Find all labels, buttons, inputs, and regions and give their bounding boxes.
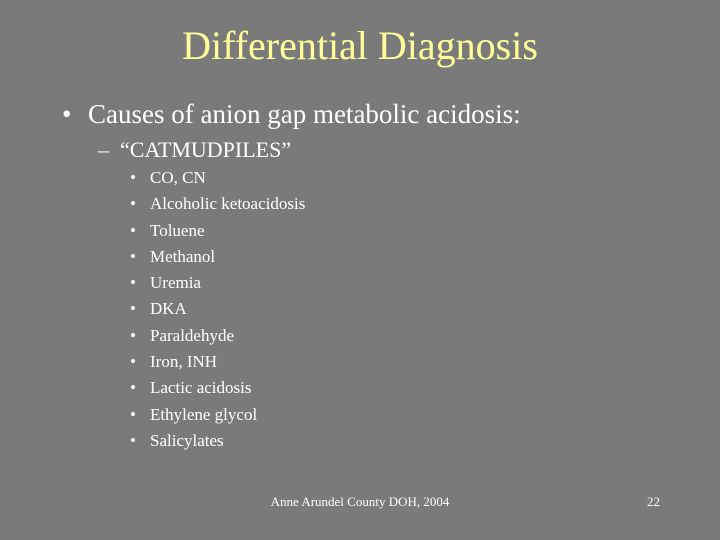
bullet-marker: •	[130, 194, 136, 214]
cause-text: Ethylene glycol	[150, 404, 258, 424]
cause-text: Methanol	[150, 246, 216, 266]
slide-title: Differential Diagnosis	[182, 23, 538, 68]
list-item	[130, 296, 305, 322]
list-item	[130, 218, 305, 244]
bullet-marker: •	[130, 168, 136, 187]
main-bullet-text: Causes of anion gap metabolic acidosis:	[88, 99, 521, 129]
cause-text: CO, CN	[150, 168, 206, 187]
cause-text: Toluene	[150, 220, 205, 240]
cause-text: DKA	[150, 299, 187, 319]
bullet-marker: •	[130, 299, 136, 319]
bullet-marker: •	[130, 352, 136, 372]
list-item	[130, 165, 305, 191]
causes-list	[130, 165, 305, 454]
main-bullet	[62, 96, 521, 132]
cause-text: Paraldehyde	[150, 325, 235, 345]
bullet-marker: •	[130, 220, 136, 240]
cause-text: Lactic acidosis	[150, 378, 252, 398]
list-item	[130, 244, 305, 270]
list-item	[130, 428, 305, 454]
cause-text: Iron, INH	[150, 352, 218, 372]
bullet-marker: •	[130, 378, 136, 398]
slide-number: 22	[647, 494, 660, 509]
list-item	[130, 375, 305, 401]
bullet-marker: •	[130, 325, 136, 345]
bullet-marker: •	[62, 99, 72, 129]
slide-footer: Anne Arundel County DOH, 2004	[270, 494, 450, 509]
mnemonic-text: “CATMUDPILES”	[120, 137, 292, 162]
bullet-marker: •	[130, 273, 136, 293]
bullet-marker: •	[130, 246, 136, 266]
cause-text: Uremia	[150, 273, 201, 293]
dash-marker: –	[98, 137, 109, 162]
bullet-marker: •	[130, 430, 136, 450]
cause-text: Salicylates	[150, 430, 224, 450]
list-item	[130, 349, 305, 375]
mnemonic-bullet	[98, 136, 291, 164]
list-item	[130, 323, 305, 349]
cause-text: Alcoholic ketoacidosis	[150, 194, 306, 214]
list-item	[130, 402, 305, 428]
list-item	[130, 191, 305, 217]
list-item	[130, 270, 305, 296]
bullet-marker: •	[130, 404, 136, 424]
